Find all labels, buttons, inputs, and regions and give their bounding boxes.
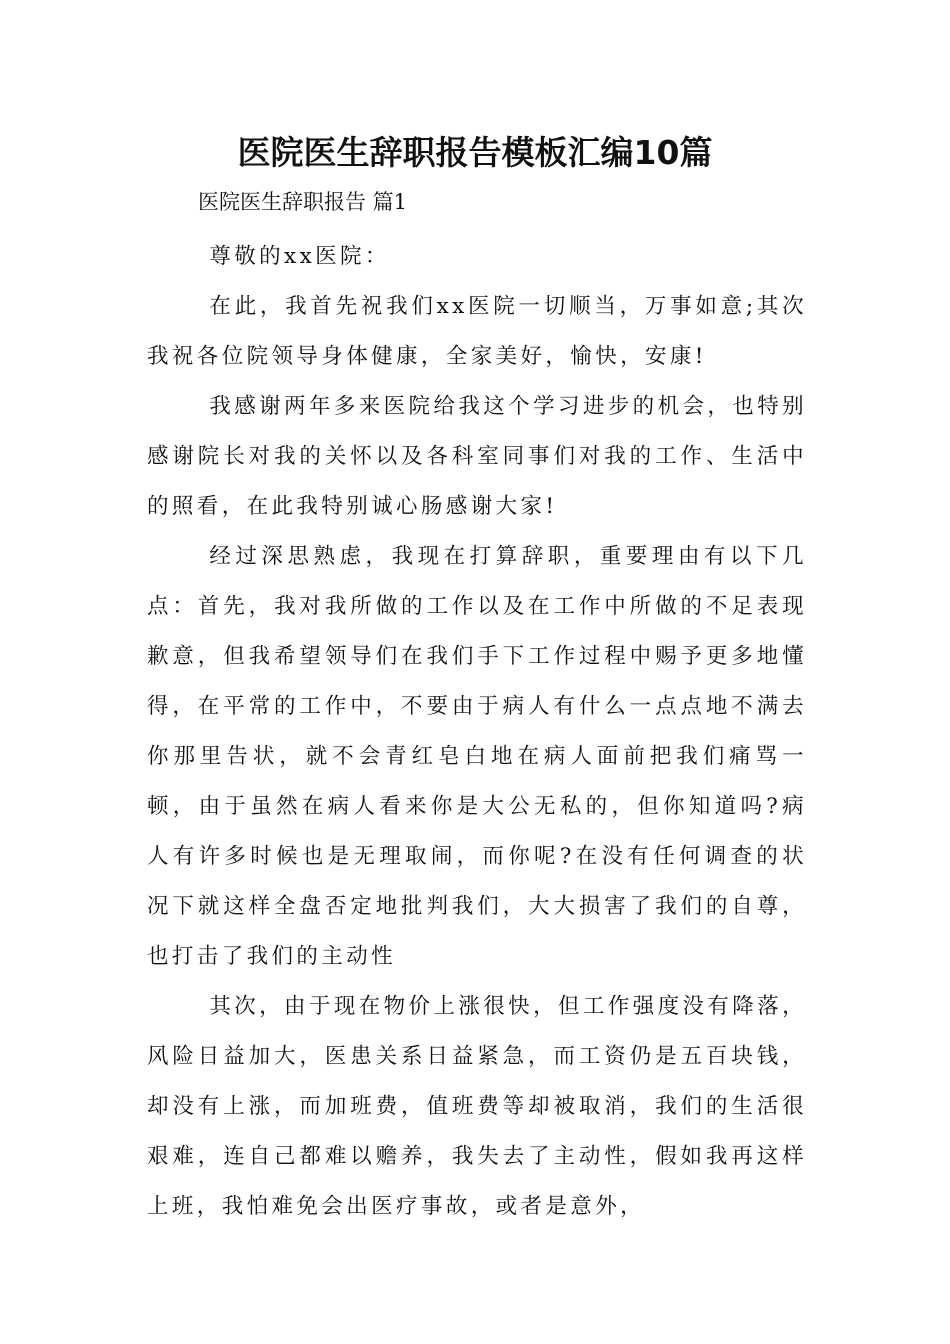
section-heading: 医院医生辞职报告 篇1 <box>198 190 408 214</box>
body-paragraph: 我感谢两年多来医院给我这个学习进步的机会，也特别感谢院长对我的关怀以及各科室同事们对我的工作、生活中的照看，在此我特别诚心肠感谢大家! <box>147 394 807 519</box>
document-body <box>147 232 807 1232</box>
document-title: 医院医生辞职报告模板汇编10篇 <box>237 133 713 172</box>
body-paragraph: 其次，由于现在物价上涨很快，但工作强度没有降落，风险日益加大，医患关系日益紧急，而工资仍是五百块钱，却没有上涨，而加班费，值班费等却被取消，我们的生活很艰难，连自己都难以赡养，我失去了主动性，假如我再这样上班，我怕难免会出医疗事故，或者是意外， <box>147 994 807 1219</box>
body-paragraph: 经过深思熟虑，我现在打算辞职，重要理由有以下几点：首先，我对我所做的工作以及在工作中所做的不足表现歉意，但我希望领导们在我们手下工作过程中赐予更多地懂得，在平常的工作中，不要由于病人有什么一点点地不满去你那里告状，就不会青红皂白地在病人面前把我们痛骂一顿，由于虽然在病人看来你是大公无私的，但你知道吗?病人有许多时候也是无理取闹，而你呢?在没有任何调查的状况下就这样全盘否定地批判我们，大大损害了我们的自尊，也打击了我们的主动性 <box>147 544 807 969</box>
salutation: 尊敬的xx医院： <box>209 244 390 269</box>
body-paragraph: 在此，我首先祝我们xx医院一切顺当，万事如意;其次我祝各位院领导身体健康，全家美好，愉快，安康! <box>147 294 807 369</box>
